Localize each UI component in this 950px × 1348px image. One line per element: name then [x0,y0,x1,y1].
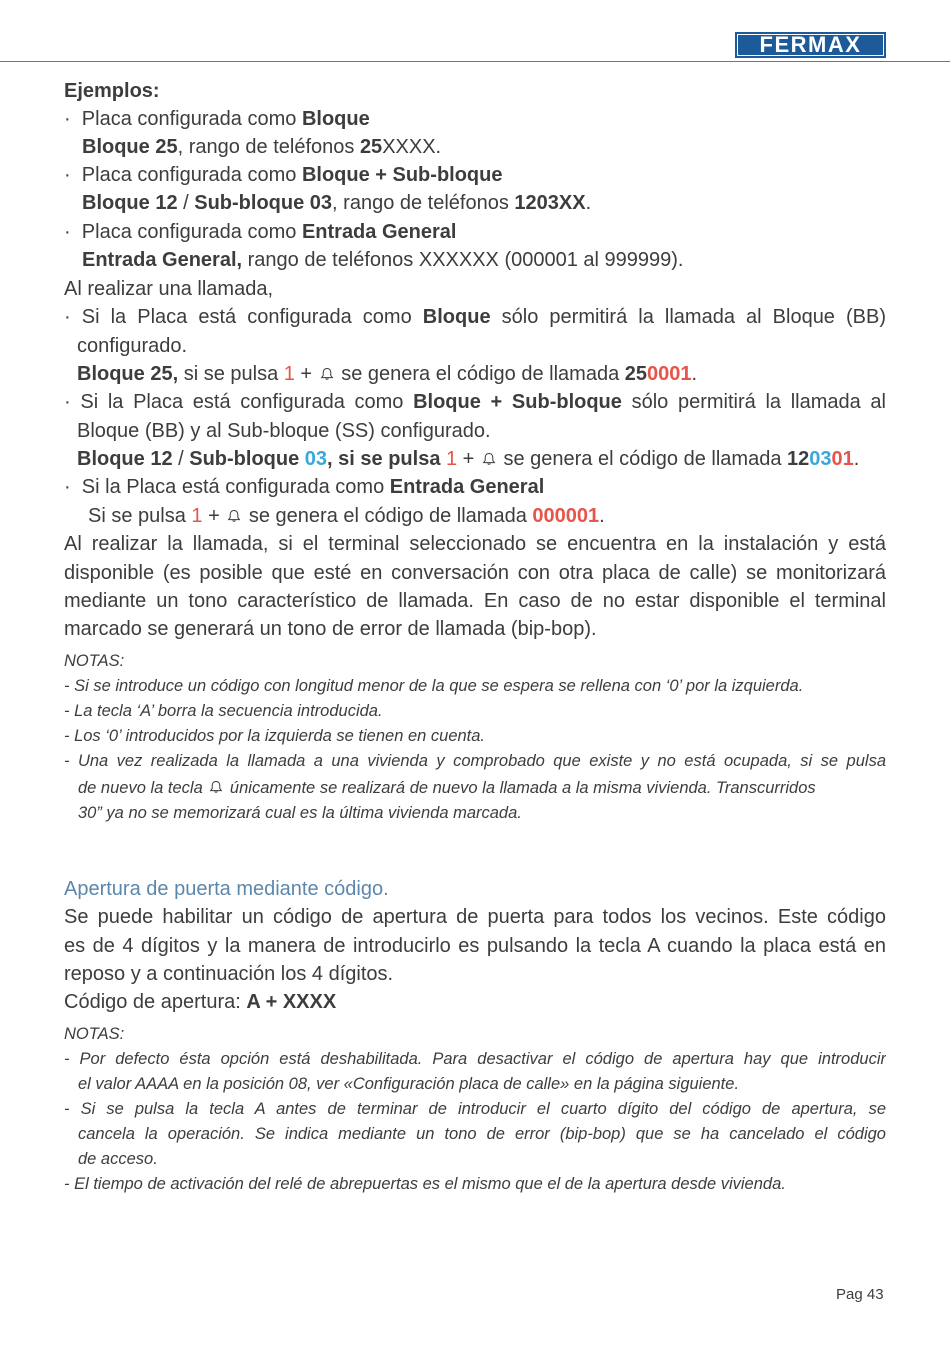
c2-ex-blue: 03 [304,448,328,470]
example-2 [64,161,886,189]
bell-icon [320,367,334,381]
ex1-sub-bold: Bloque 25 [82,136,178,158]
ex2-sub-sep: / [177,192,195,214]
c2-ex-bold1: Bloque 12 [77,448,173,470]
c1-text-a: Si la Placa está configurada como [81,306,423,328]
c3-ex-text: Si se pulsa [88,505,192,527]
note-item-cont: de acceso. [78,1150,158,1168]
ex2-sub-bold3: 1203XX [514,192,586,214]
section-title: Apertura de puerta mediante código. [64,878,389,900]
key-1: 1 [191,505,203,527]
key-1: 1 [283,363,295,385]
bullet: · [64,164,71,186]
bell-icon [482,452,496,466]
door-paragraph-line: Se puede habilitar un código de apertura de puerta para todos los vecinos. Este código [64,906,886,928]
call-paragraph-line: mediante un tono característico de llamada. En caso de no estar disponible el terminal [64,590,886,612]
c1-ex-bold: Bloque 25, [77,363,179,385]
ex2-sub-bold: Bloque 12 [82,192,178,214]
call-case-1-line2: configurado. [77,335,188,357]
c1-code-a: 25 [624,363,648,385]
call-case-1 [64,303,886,331]
c2-bold: Bloque + Sub-bloque [413,391,622,413]
c2-ex-bold2: Sub-bloque [189,448,305,470]
examples-heading: Ejemplos: [64,80,160,102]
note-item: - Por defecto ésta opción está deshabilitada. Para desactivar el código de apertura hay que introducir [64,1050,886,1068]
plus-sign: + [202,505,226,527]
c2-code-c: 01 [831,448,854,470]
door-code-label: Código de apertura: [64,991,247,1013]
example-3 [64,218,886,246]
call-intro: Al realizar una llamada, [64,278,273,300]
call-case-3 [64,473,886,501]
c1-ex-end: . [691,363,698,385]
call-case-1-example [77,360,899,388]
c1-ex-text-b: se genera el código de llamada [335,363,625,385]
door-paragraph-line: reposo y a continuación los 4 dígitos. [64,963,394,985]
note-item: - La tecla ‘A’ borra la secuencia introducida. [64,702,383,720]
plus-sign: + [457,448,480,470]
ex1-sub-tail: XXXX. [382,136,442,158]
note-item-cont: 30” ya no se memorizará cual es la última vivienda marcada. [78,804,522,822]
call-case-2-example [77,445,899,473]
c3-ex-end: . [599,505,605,527]
ex1-sub-bold2: 25 [359,136,383,158]
c2-text-c: sólo permitirá la llamada al [621,391,886,413]
ex3-sub-bold: Entrada General, [82,249,243,271]
c2-text-a: Si la Placa está configurada como [80,391,414,413]
note-item: - Si se pulsa la tecla A antes de terminar de introducir el cuarto dígito del código de apertura, se [64,1100,886,1118]
call-case-2 [64,388,886,416]
door-paragraph-line: es de 4 dígitos y la manera de introducirlo es pulsando la tecla A cuando la placa está en [64,935,886,957]
note-text: únicamente se realizará de nuevo la llamada a la misma vivienda. Transcurridos [225,779,816,797]
c1-bold: Bloque [422,306,491,328]
call-paragraph-line: disponible (es posible que esté en conversación con otra placa de calle) se monitorizará [64,562,886,584]
c1-code-b: 0001 [647,363,692,385]
call-paragraph-line: marcado se generará un tono de error de llamada (bip-bop). [64,618,597,640]
door-code [64,988,886,1016]
c3-code: 000001 [532,505,600,527]
plus-sign: + [294,363,318,385]
bullet: · [64,391,71,413]
c2-ex-bold3: , si se pulsa [327,448,446,470]
note-item: - Una vez realizada la llamada a una vivienda y comprobado que existe y no está ocupada, si se pulsa [64,752,886,770]
c2-ex-text-b: se genera el código de llamada [497,448,788,470]
c3-ex-text-b: se genera el código de llamada [243,505,533,527]
ex2-prefix: Placa configurada como [81,164,302,186]
example-1 [64,105,886,133]
ex2-sub-text: , rango de teléfonos [332,192,515,214]
ex3-sub-text: rango de teléfonos XXXXXX (000001 al 999999). [242,249,684,271]
ex1-prefix: Placa configurada como [81,108,302,130]
example-3-detail [82,246,904,274]
bullet: · [64,476,71,498]
bullet: · [64,108,71,130]
c2-code-b: 03 [809,448,832,470]
fermax-logo: FERMAX [735,32,886,58]
note-item-cont: cancela la operación. Se indica mediante un tono de error (bip-bop) que se ha cancelado el código [78,1125,886,1143]
ex2-sub-bold2: Sub-bloque 03 [194,192,333,214]
bell-icon [227,509,241,523]
note-item-cont [78,776,900,801]
ex1-sub-text: , rango de teléfonos [177,136,360,158]
key-1: 1 [446,448,458,470]
door-code-value: A + XXXX [246,991,337,1013]
ex1-bold: Bloque [301,108,370,130]
c3-text-a: Si la Placa está configurada como [81,476,390,498]
note-item: - Los ‘0’ introducidos por la izquierda se tienen en cuenta. [64,727,486,745]
ex3-bold: Entrada General [301,221,457,243]
example-2-detail [82,189,904,217]
bell-icon [209,780,223,794]
note-item: - El tiempo de activación del relé de abrepuertas es el mismo que el de la apertura desde vivienda. [64,1175,786,1193]
call-paragraph-line: Al realizar la llamada, si el terminal seleccionado se encuentra en la instalación y está [64,533,886,555]
call-case-3-example [88,502,910,530]
call-case-2-line2: Bloque (BB) y al Sub-bloque (SS) configurado. [77,420,491,442]
ex3-prefix: Placa configurada como [81,221,302,243]
note-text: de nuevo la tecla [78,779,208,797]
note-item: - Si se introduce un código con longitud menor de la que se espera se rellena con ‘0’ por la izquierda. [64,677,804,695]
c2-ex-end: . [853,448,860,470]
page-number: Pag 43 [836,1286,884,1303]
c2-code-a: 12 [787,448,810,470]
c2-ex-sep: / [172,448,190,470]
c1-ex-text: si se pulsa [178,363,284,385]
c1-text-c: sólo permitirá la llamada al Bloque (BB) [490,306,886,328]
notes-title: NOTAS: [64,1025,125,1043]
ex2-sub-tail: . [585,192,592,214]
c3-bold: Entrada General [389,476,545,498]
bullet: · [64,306,71,328]
ex2-bold: Bloque + Sub-bloque [301,164,503,186]
notes-title: NOTAS: [64,652,125,670]
header-divider [0,61,950,62]
bullet: · [64,221,71,243]
example-1-detail [82,133,904,161]
note-item-cont: el valor AAAA en la posición 08, ver «Configuración placa de calle» en la página siguiente. [78,1075,740,1093]
